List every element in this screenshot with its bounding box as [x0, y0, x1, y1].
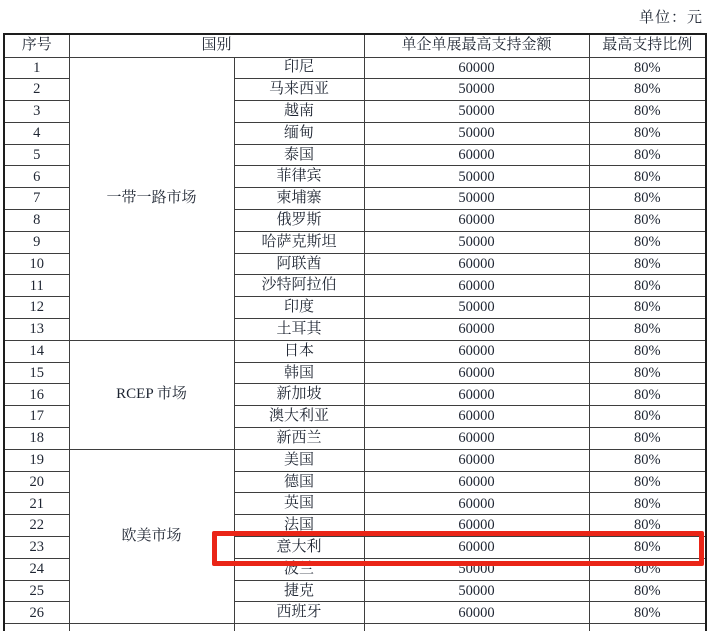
ratio-cell: 80%: [589, 340, 706, 362]
amount-cell: 60000: [364, 57, 589, 79]
ratio-cell: 80%: [589, 558, 706, 580]
country-cell: 越南: [234, 101, 364, 123]
support-table: [3, 33, 707, 631]
ratio-cell: 80%: [589, 580, 706, 602]
country-cell: 菲律宾: [234, 166, 364, 188]
ratio-cell: 80%: [589, 188, 706, 210]
row-number-cell: 3: [4, 101, 69, 123]
country-cell: 韩国: [234, 362, 364, 384]
market-group-cell: [69, 624, 234, 631]
ratio-cell: 80%: [589, 275, 706, 297]
country-cell: 阿联酋: [234, 253, 364, 275]
table-row: [4, 340, 706, 362]
row-number-cell: 25: [4, 580, 69, 602]
amount-cell: 60000: [364, 144, 589, 166]
row-number-cell: 10: [4, 253, 69, 275]
row-number-cell: [4, 624, 69, 631]
amount-cell: 60000: [364, 602, 589, 624]
country-cell: 土耳其: [234, 319, 364, 341]
amount-cell: 60000: [364, 449, 589, 471]
amount-cell: 50000: [364, 101, 589, 123]
amount-cell: 60000: [364, 275, 589, 297]
amount-cell: 50000: [364, 231, 589, 253]
country-cell: 法国: [234, 515, 364, 537]
row-number-cell: 22: [4, 515, 69, 537]
ratio-cell: 80%: [589, 384, 706, 406]
country-cell: 沙特阿拉伯: [234, 275, 364, 297]
market-group-cell: 一带一路市场: [69, 57, 234, 340]
amount-cell: 60000: [364, 319, 589, 341]
amount-cell: 50000: [364, 122, 589, 144]
ratio-cell: 80%: [589, 406, 706, 428]
country-cell: 柬埔寨: [234, 188, 364, 210]
amount-cell: 50000: [364, 188, 589, 210]
row-number-cell: 7: [4, 188, 69, 210]
row-number-cell: 20: [4, 471, 69, 493]
ratio-cell: 80%: [589, 231, 706, 253]
row-number-cell: 9: [4, 231, 69, 253]
row-number-cell: 13: [4, 319, 69, 341]
table-body: [4, 57, 706, 631]
country-cell: 新西兰: [234, 428, 364, 450]
amount-cell: 60000: [364, 362, 589, 384]
ratio-cell: 80%: [589, 471, 706, 493]
market-group-cell: RCEP 市场: [69, 340, 234, 449]
amount-cell: 60000: [364, 537, 589, 559]
row-number-cell: 19: [4, 449, 69, 471]
ratio-cell: 80%: [589, 166, 706, 188]
ratio-cell: 80%: [589, 79, 706, 101]
row-number-cell: 26: [4, 602, 69, 624]
row-number-cell: 8: [4, 210, 69, 232]
amount-cell: 50000: [364, 166, 589, 188]
ratio-cell: 80%: [589, 428, 706, 450]
ratio-cell: [589, 624, 706, 631]
ratio-cell: 80%: [589, 493, 706, 515]
ratio-cell: 80%: [589, 362, 706, 384]
header-ratio: 最高支持比例: [589, 34, 706, 57]
market-group-cell: 欧美市场: [69, 449, 234, 623]
country-cell: 波兰: [234, 558, 364, 580]
country-cell: 马来西亚: [234, 79, 364, 101]
row-number-cell: 6: [4, 166, 69, 188]
header-index: 序号: [4, 34, 69, 57]
ratio-cell: 80%: [589, 319, 706, 341]
ratio-cell: 80%: [589, 602, 706, 624]
ratio-cell: 80%: [589, 144, 706, 166]
amount-cell: 60000: [364, 253, 589, 275]
row-number-cell: 16: [4, 384, 69, 406]
row-number-cell: 14: [4, 340, 69, 362]
ratio-cell: 80%: [589, 101, 706, 123]
country-cell: [234, 624, 364, 631]
country-cell: 印度: [234, 297, 364, 319]
row-number-cell: 11: [4, 275, 69, 297]
header-amount: 单企单展最高支持金额: [364, 34, 589, 57]
row-number-cell: 18: [4, 428, 69, 450]
amount-cell: 60000: [364, 384, 589, 406]
ratio-cell: 80%: [589, 210, 706, 232]
row-number-cell: 2: [4, 79, 69, 101]
country-cell: 澳大利亚: [234, 406, 364, 428]
amount-cell: 60000: [364, 471, 589, 493]
row-number-cell: 5: [4, 144, 69, 166]
row-number-cell: 4: [4, 122, 69, 144]
row-number-cell: 12: [4, 297, 69, 319]
row-number-cell: 23: [4, 537, 69, 559]
ratio-cell: 80%: [589, 297, 706, 319]
country-cell: 捷克: [234, 580, 364, 602]
row-number-cell: 24: [4, 558, 69, 580]
amount-cell: [364, 624, 589, 631]
row-number-cell: 15: [4, 362, 69, 384]
ratio-cell: 80%: [589, 537, 706, 559]
country-cell: 泰国: [234, 144, 364, 166]
row-number-cell: 21: [4, 493, 69, 515]
header-country: 国别: [69, 34, 364, 57]
amount-cell: 60000: [364, 210, 589, 232]
amount-cell: 50000: [364, 580, 589, 602]
amount-cell: 60000: [364, 340, 589, 362]
ratio-cell: 80%: [589, 449, 706, 471]
ratio-cell: 80%: [589, 122, 706, 144]
country-cell: 英国: [234, 493, 364, 515]
country-cell: 德国: [234, 471, 364, 493]
table-row-partial: [4, 624, 706, 631]
country-cell: 新加坡: [234, 384, 364, 406]
amount-cell: 50000: [364, 79, 589, 101]
country-cell: 日本: [234, 340, 364, 362]
row-number-cell: 17: [4, 406, 69, 428]
row-number-cell: 1: [4, 57, 69, 79]
amount-cell: 60000: [364, 493, 589, 515]
header-row: [4, 34, 706, 57]
country-cell: 俄罗斯: [234, 210, 364, 232]
table-row: [4, 57, 706, 79]
unit-label: 单位：元: [638, 10, 703, 26]
amount-cell: 50000: [364, 558, 589, 580]
country-cell: 美国: [234, 449, 364, 471]
country-cell: 哈萨克斯坦: [234, 231, 364, 253]
amount-cell: 60000: [364, 428, 589, 450]
amount-cell: 60000: [364, 406, 589, 428]
country-cell: 西班牙: [234, 602, 364, 624]
amount-cell: 50000: [364, 297, 589, 319]
ratio-cell: 80%: [589, 515, 706, 537]
table-row: [4, 449, 706, 471]
country-cell: 印尼: [234, 57, 364, 79]
country-cell: 缅甸: [234, 122, 364, 144]
ratio-cell: 80%: [589, 253, 706, 275]
country-cell: 意大利: [234, 537, 364, 559]
amount-cell: 60000: [364, 515, 589, 537]
ratio-cell: 80%: [589, 57, 706, 79]
